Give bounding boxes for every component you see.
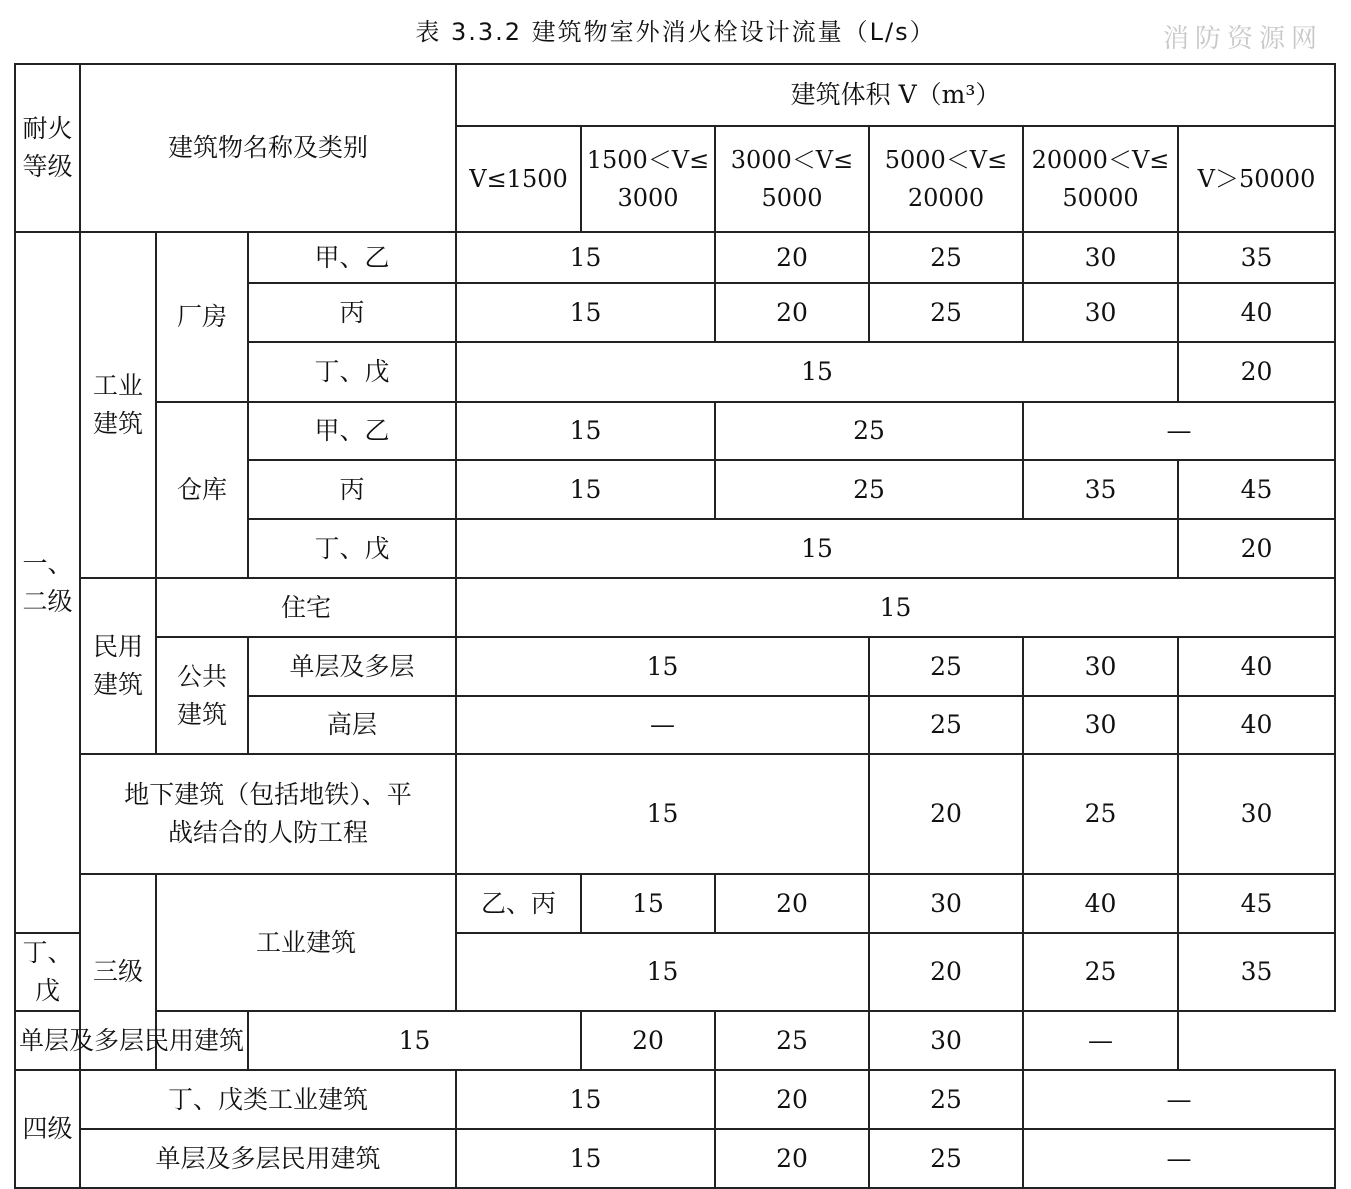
class-label: 甲、乙 <box>248 402 456 460</box>
table-cell: 25 <box>869 1129 1023 1188</box>
table-cell: 45 <box>1178 874 1335 933</box>
table-cell: 30 <box>869 1011 1023 1070</box>
header-volume: 建筑体积 V（m³） <box>456 64 1335 126</box>
table-cell: 25 <box>1023 754 1178 874</box>
table-cell: 20 <box>1178 342 1335 402</box>
table-cell: 30 <box>1178 754 1335 874</box>
table-cell: 15 <box>456 402 715 460</box>
table-cell: — <box>1023 1011 1178 1070</box>
table-cell: — <box>1023 1129 1335 1188</box>
class-label: 甲、乙 <box>248 232 456 283</box>
table-cell: 35 <box>1023 460 1178 519</box>
header-vol-col: 5000＜V≤ 20000 <box>869 126 1023 232</box>
table-cell: 20 <box>715 874 869 933</box>
table-cell: 15 <box>456 578 1335 637</box>
table-cell: 20 <box>715 1129 869 1188</box>
table-cell: — <box>456 696 869 754</box>
table-cell: 25 <box>715 460 1023 519</box>
table-cell: 30 <box>1023 283 1178 342</box>
class-label: 乙、丙 <box>456 874 581 933</box>
table-cell: 20 <box>715 283 869 342</box>
class-label: 丁、戊 <box>248 519 456 578</box>
table-cell: 30 <box>1023 637 1178 696</box>
table-cell: 15 <box>456 519 1178 578</box>
table-cell: 15 <box>456 283 715 342</box>
header-vol-col: 1500＜V≤ 3000 <box>581 126 715 232</box>
grade-12-label: 一、 二级 <box>15 232 80 933</box>
class-label: 丁、戊 <box>15 933 80 1011</box>
table-cell: 25 <box>715 402 1023 460</box>
class-label: 高层 <box>248 696 456 754</box>
residential-label: 住宅 <box>156 578 456 637</box>
table-title: 表 3.3.2 建筑物室外消火栓设计流量（L/s） <box>415 18 936 46</box>
table-cell: 30 <box>1023 696 1178 754</box>
watermark: 消防资源网 <box>1162 24 1323 54</box>
table-cell: 20 <box>1178 519 1335 578</box>
grade-3-label: 三级 <box>80 874 156 1070</box>
industrial-4-label: 丁、戊类工业建筑 <box>80 1070 456 1129</box>
table-cell: 15 <box>248 1011 581 1070</box>
table-cell: 40 <box>1178 637 1335 696</box>
grade-4-label: 四级 <box>15 1070 80 1188</box>
table-cell: — <box>1023 402 1335 460</box>
table-cell: 20 <box>869 754 1023 874</box>
table-cell: 15 <box>456 342 1178 402</box>
table-cell: 15 <box>456 232 715 283</box>
table-cell: 30 <box>869 874 1023 933</box>
table-cell: 30 <box>1023 232 1178 283</box>
table-cell: 40 <box>1023 874 1178 933</box>
table-cell: 15 <box>456 637 869 696</box>
table-cell: 25 <box>869 283 1023 342</box>
table-cell: 15 <box>456 754 869 874</box>
table-cell: 25 <box>869 232 1023 283</box>
class-label: 丙 <box>248 460 456 519</box>
table-cell: 15 <box>456 460 715 519</box>
table-cell: 45 <box>1178 460 1335 519</box>
table-cell: 25 <box>869 637 1023 696</box>
factory-label: 厂房 <box>156 232 248 402</box>
table-cell: 25 <box>1023 933 1178 1011</box>
underground-label: 地下建筑（包括地铁）、平 战结合的人防工程 <box>80 754 456 874</box>
table-cell: 20 <box>715 1070 869 1129</box>
table-cell: 15 <box>456 1129 715 1188</box>
table-cell: 25 <box>869 696 1023 754</box>
table-cell: 40 <box>1178 696 1335 754</box>
table-cell: 25 <box>715 1011 869 1070</box>
table-cell: 20 <box>581 1011 715 1070</box>
class-label: 单层及多层 <box>248 637 456 696</box>
table-cell: 15 <box>456 933 869 1011</box>
industrial-3-label: 工业建筑 <box>156 874 456 1011</box>
header-vol-col: 20000＜V≤ 50000 <box>1023 126 1178 232</box>
header-fire-rating: 耐火 等级 <box>15 64 80 232</box>
class-label: 丁、戊 <box>248 342 456 402</box>
table-cell: 40 <box>1178 283 1335 342</box>
industrial-label: 工业 建筑 <box>80 232 156 578</box>
header-building-name: 建筑物名称及类别 <box>80 64 456 232</box>
table-cell: 20 <box>715 232 869 283</box>
table-cell: — <box>1023 1070 1335 1129</box>
public-label: 公共 建筑 <box>156 637 248 754</box>
header-vol-col: V＞50000 <box>1178 126 1335 232</box>
civil-label: 民用 建筑 <box>80 578 156 754</box>
table-cell: 15 <box>456 1070 715 1129</box>
flow-table <box>14 63 1336 1189</box>
header-vol-col: V≤1500 <box>456 126 581 232</box>
table-cell: 20 <box>869 933 1023 1011</box>
civil-4-label: 单层及多层民用建筑 <box>80 1129 456 1188</box>
table-cell: 15 <box>581 874 715 933</box>
class-label: 丙 <box>248 283 456 342</box>
civil-3-label: 单层及多层民用建筑 <box>15 1011 248 1070</box>
warehouse-label: 仓库 <box>156 402 248 578</box>
table-cell: 35 <box>1178 933 1335 1011</box>
table-cell: 35 <box>1178 232 1335 283</box>
table-cell: 25 <box>869 1070 1023 1129</box>
header-vol-col: 3000＜V≤ 5000 <box>715 126 869 232</box>
